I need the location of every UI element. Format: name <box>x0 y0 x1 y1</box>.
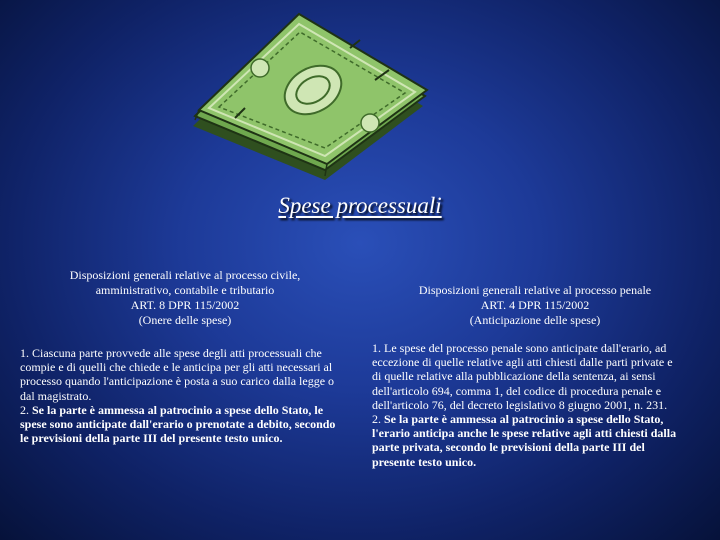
slide-title: Spese processuali <box>278 193 442 218</box>
left-paragraph-2 <box>20 403 342 446</box>
left-heading-line: Disposizioni generali relative al processo civile, <box>69 268 301 282</box>
right-heading-line: Disposizioni generali relative al processo penale <box>418 283 652 297</box>
money-bills-illustration <box>175 8 445 183</box>
left-paragraph-2-number: 2. <box>20 402 32 417</box>
left-paragraph-2-bold: Se la parte è ammessa al patrocinio a spese dello Stato, le spese sono anticipate dall'erario o prenotate a debito, secondo le previsioni della parte III del presente testo unico. <box>20 402 336 446</box>
left-paragraph-1: 1. Ciascuna parte provvede alle spese degli atti processuali che compie e di quelli che chiede e le anticipa per gli atti necessari al processo quando l'anticipazione è posta a suo carico dalla legge o dal magistrato. <box>20 346 335 403</box>
right-paragraph-1: 1. Le spese del processo penale sono anticipate dall'erario, ad eccezione di quelle relative agli atti chiesti dalle parti private e di quelle relative alla pubblicazione della sentenza, ai sensi dell'articolo 694, comma 1, del codice di procedura penale e dell'articolo 76, del decreto legislativo 8 giugno 2001, n. 231. <box>372 341 673 412</box>
left-heading-line: ART. 8 DPR 115/2002 <box>130 298 240 312</box>
right-heading-line: ART. 4 DPR 115/2002 <box>480 298 590 312</box>
money-stack-icon <box>193 14 427 180</box>
left-heading-line: amministrativo, contabile e tributario <box>95 283 275 297</box>
left-article-text <box>20 346 342 445</box>
right-heading-line: (Anticipazione delle spese) <box>469 313 601 327</box>
right-paragraph-2 <box>372 412 684 469</box>
right-article-text <box>372 341 684 469</box>
left-heading-line: (Onere delle spese) <box>138 313 232 327</box>
right-heading <box>380 283 690 328</box>
right-paragraph-2-number: 2. <box>372 412 384 427</box>
left-heading <box>40 268 330 328</box>
right-paragraph-2-bold: Se la parte è ammessa al patrocinio a spese dello Stato, l'erario anticipa anche le spese relative agli atti chiesti dalla parte privata, secondo le previsioni della parte III del presente testo unico. <box>372 412 677 469</box>
